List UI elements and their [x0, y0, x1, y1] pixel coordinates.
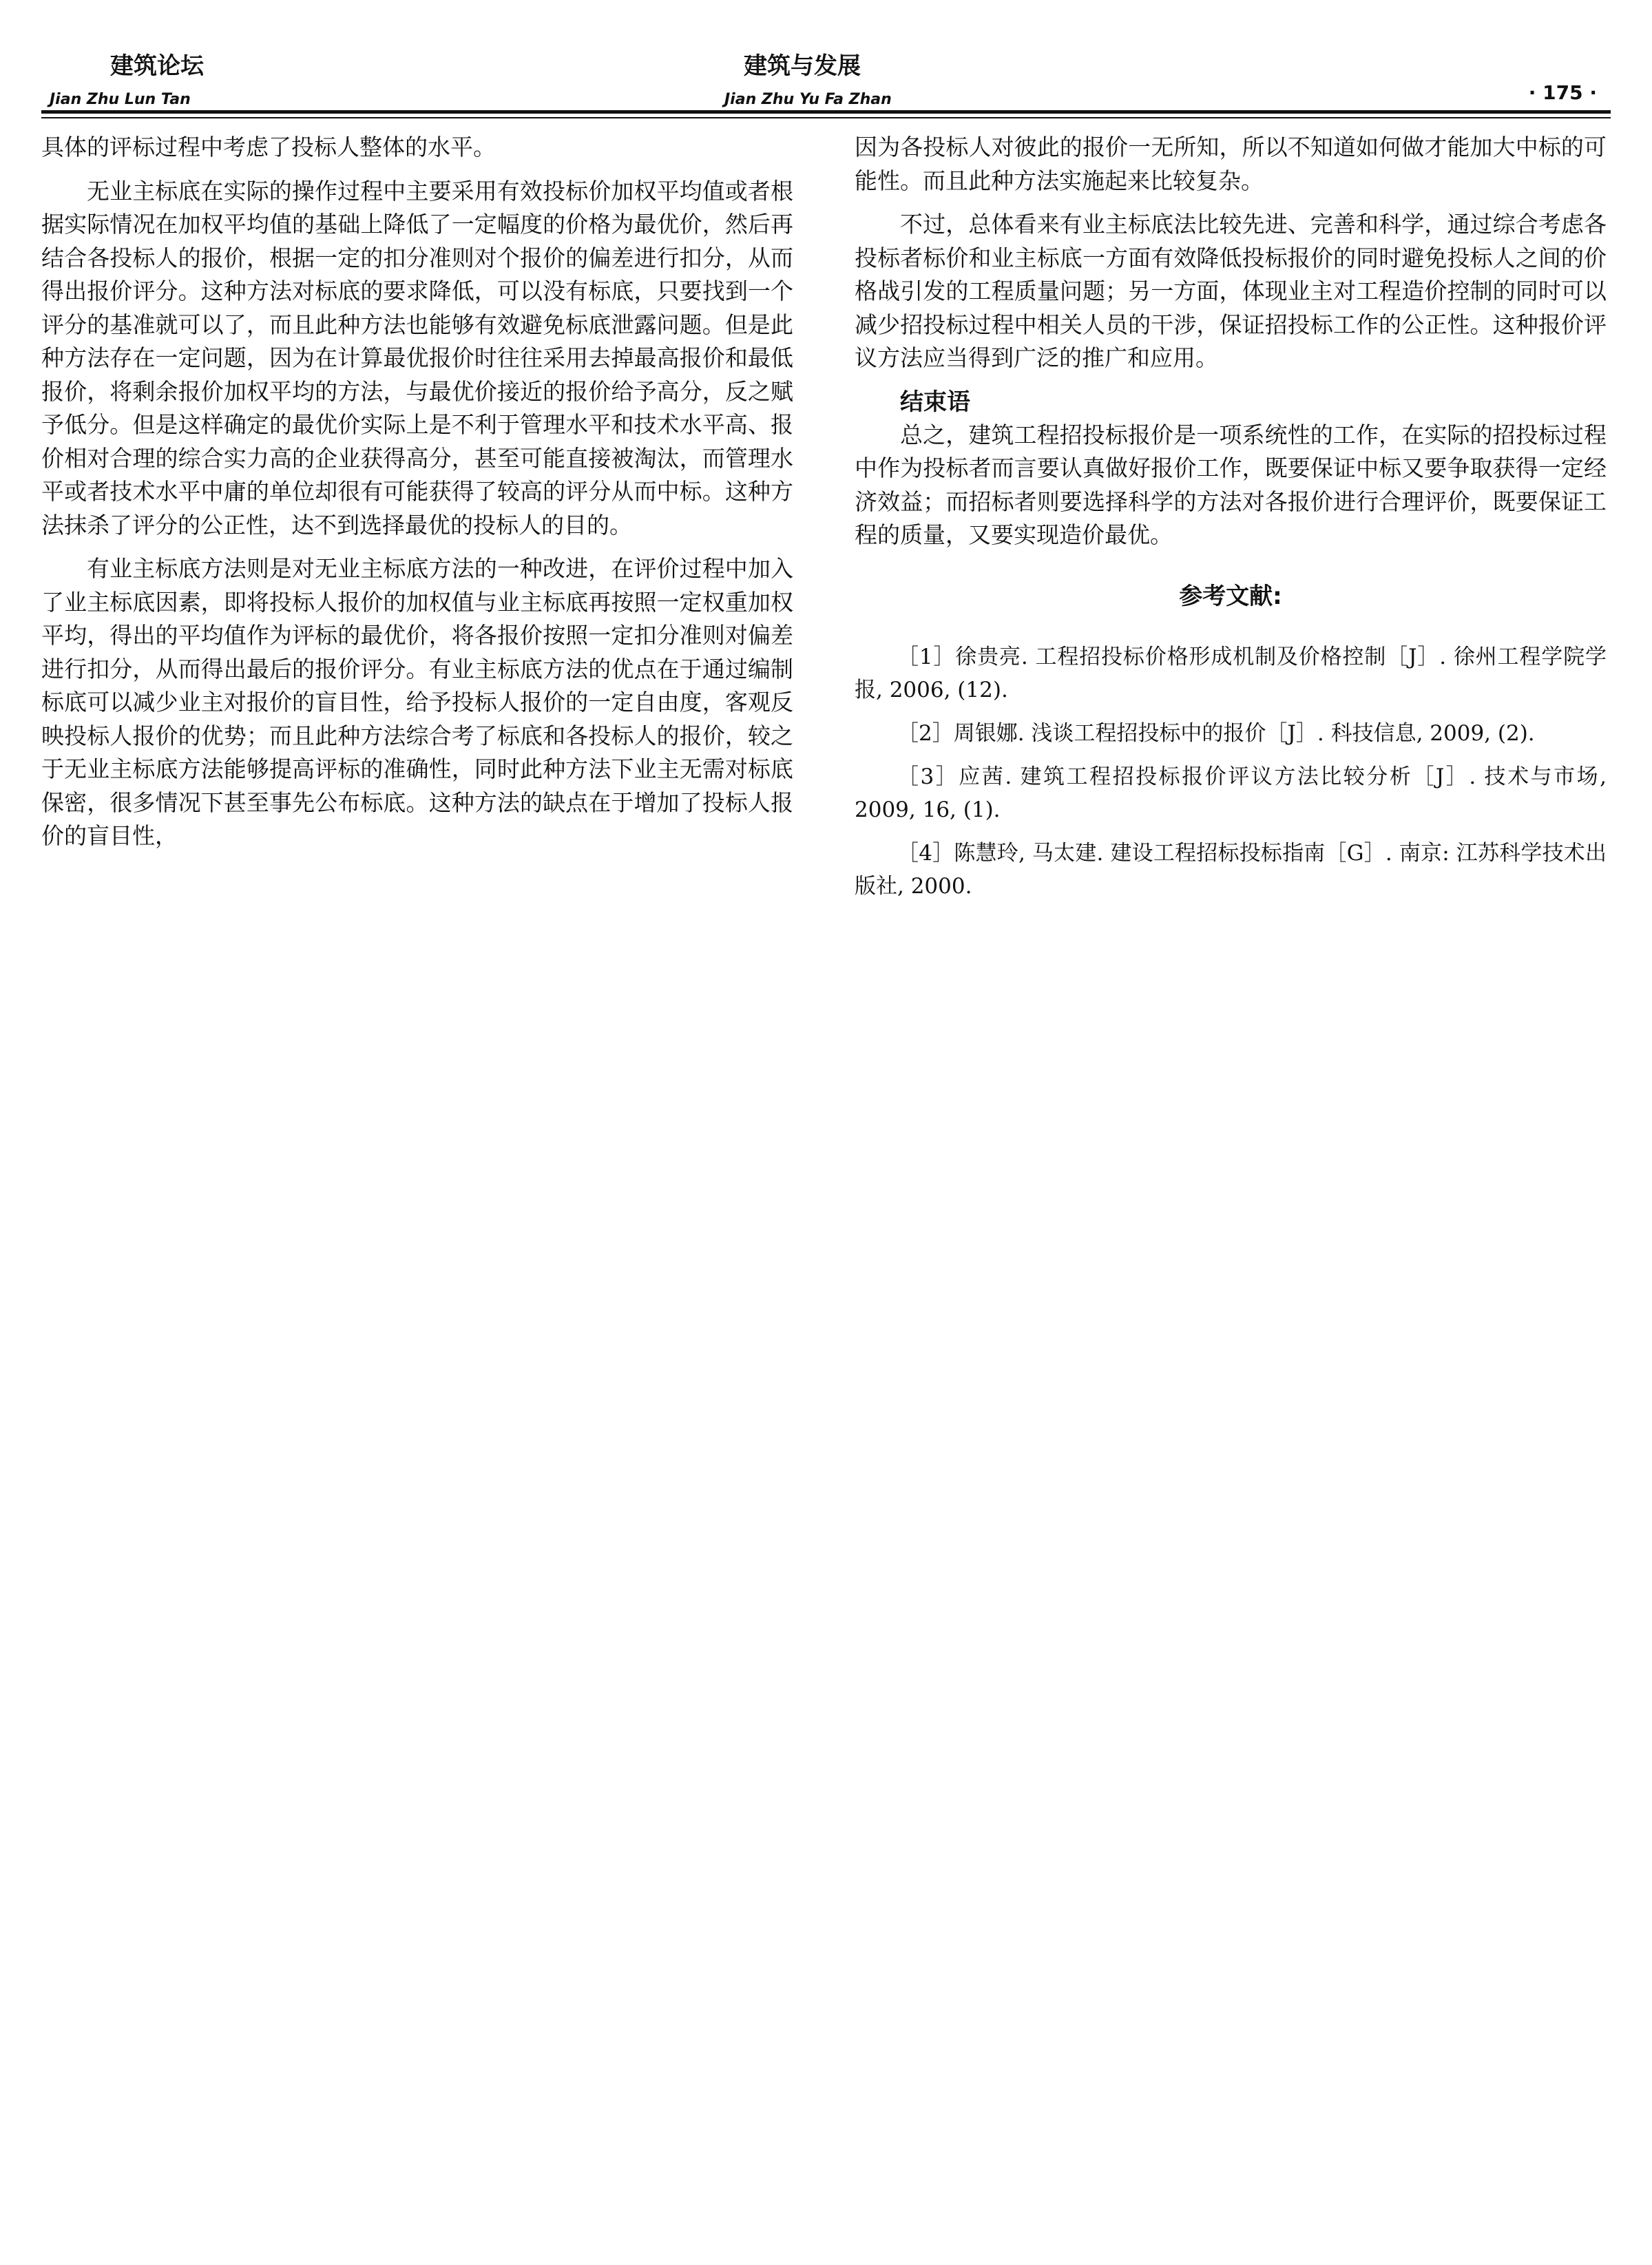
- reference-item: ［4］陈慧玲, 马太建. 建设工程招标投标指南［G］. 南京: 江苏科学技术出版社, 2000.: [855, 840, 1607, 899]
- references-heading: 参考文献:: [1179, 582, 1282, 610]
- page-number: · 175 ·: [1528, 81, 1597, 104]
- header-rule-thick: [41, 110, 1611, 114]
- journal-name-pinyin: Jian Zhu Yu Fa Zhan: [724, 91, 892, 108]
- reference-list: [855, 640, 1607, 903]
- journal-section-title: 建筑论坛: [110, 52, 204, 80]
- journal-name: 建筑与发展: [744, 52, 861, 80]
- body-paragraph: 具体的评标过程中考虑了投标人整体的水平。: [41, 134, 496, 160]
- right-column: [855, 131, 1607, 913]
- body-paragraph: 无业主标底在实际的操作过程中主要采用有效投标价加权平均值或者根据实际情况在加权平均值的基础上降低了一定幅度的价格为最优价，然后再结合各投标人的报价，根据一定的扣分准则对个报价的偏差进行扣分，从而得出报价评分。这种方法对标底的要求降低，可以没有标底，只要找到一个评分的基准就可以了，而且此种方法也能够有效避免标底泄露问题。但是此种方法存在一定问题，因为在计算最优报价时往往采用去掉最高报价和最低报价，将剩余报价加权平均的方法，与最优价接近的报价给予高分，反之赋予低分。但是这样确定的最优价实际上是不利于管理水平和技术水平高、报价相对合理的综合实力高的企业获得高分，甚至可能直接被淘汰，而管理水平或者技术水平中庸的单位却很有可能获得了较高的评分从而中标。这种方法抹杀了评分的公正性，达不到选择最优的投标人的目的。: [41, 177, 793, 539]
- body-paragraph: 有业主标底方法则是对无业主标底方法的一种改进，在评价过程中加入了业主标底因素，即将投标人报价的加权值与业主标底再按照一定权重加权平均，得出的平均值作为评标的最优价，将各报价按照一定扣分准则对偏差进行扣分，从而得出最后的报价评分。有业主标底方法的优点在于通过编制标底可以减少业主对报价的盲目性，给予投标人报价的一定自由度，客观反映投标人报价的优势；而且此种方法综合考了标底和各投标人的报价，较之于无业主标底方法能够提高评标的准确性，同时此种方法下业主无需对标底保密，很多情况下甚至事先公布标底。这种方法的缺点在于增加了投标人报价的盲目性，: [41, 555, 793, 849]
- conclusion-heading: 结束语: [900, 388, 970, 416]
- body-paragraph: 不过，总体看来有业主标底法比较先进、完善和科学，通过综合考虑各投标者标价和业主标底一方面有效降低投标报价的同时避免投标人之间的价格战引发的工程质量问题；另一方面，体现业主对工程造价控制的同时可以减少招投标过程中相关人员的干涉，保证招投标工作的公正性。这种报价评议方法应当得到广泛的推广和应用。: [855, 211, 1607, 371]
- body-paragraph: 因为各投标人对彼此的报价一无所知，所以不知道如何做才能加大中标的可能性。而且此种方法实施起来比较复杂。: [855, 134, 1607, 194]
- reference-item: ［3］应茜. 建筑工程招投标报价评议方法比较分析［J］. 技术与市场, 2009, 16, (1).: [855, 764, 1607, 822]
- reference-item: ［2］周银娜. 浅谈工程招投标中的报价［J］. 科技信息, 2009, (2).: [897, 720, 1535, 746]
- left-column: [41, 131, 793, 864]
- reference-item: ［1］徐贵亮. 工程招投标价格形成机制及价格控制［J］. 徐州工程学院学报, 2006, (12).: [855, 644, 1607, 702]
- header-rule-thin: [41, 117, 1611, 118]
- journal-section-title-pinyin: Jian Zhu Lun Tan: [50, 91, 191, 108]
- conclusion-paragraph: 总之，建筑工程招投标报价是一项系统性的工作，在实际的招投标过程中作为投标者而言要认真做好报价工作，既要保证中标又要争取获得一定经济效益；而招标者则要选择科学的方法对各报价进行合理评价，既要保证工程的质量，又要实现造价最优。: [855, 421, 1607, 548]
